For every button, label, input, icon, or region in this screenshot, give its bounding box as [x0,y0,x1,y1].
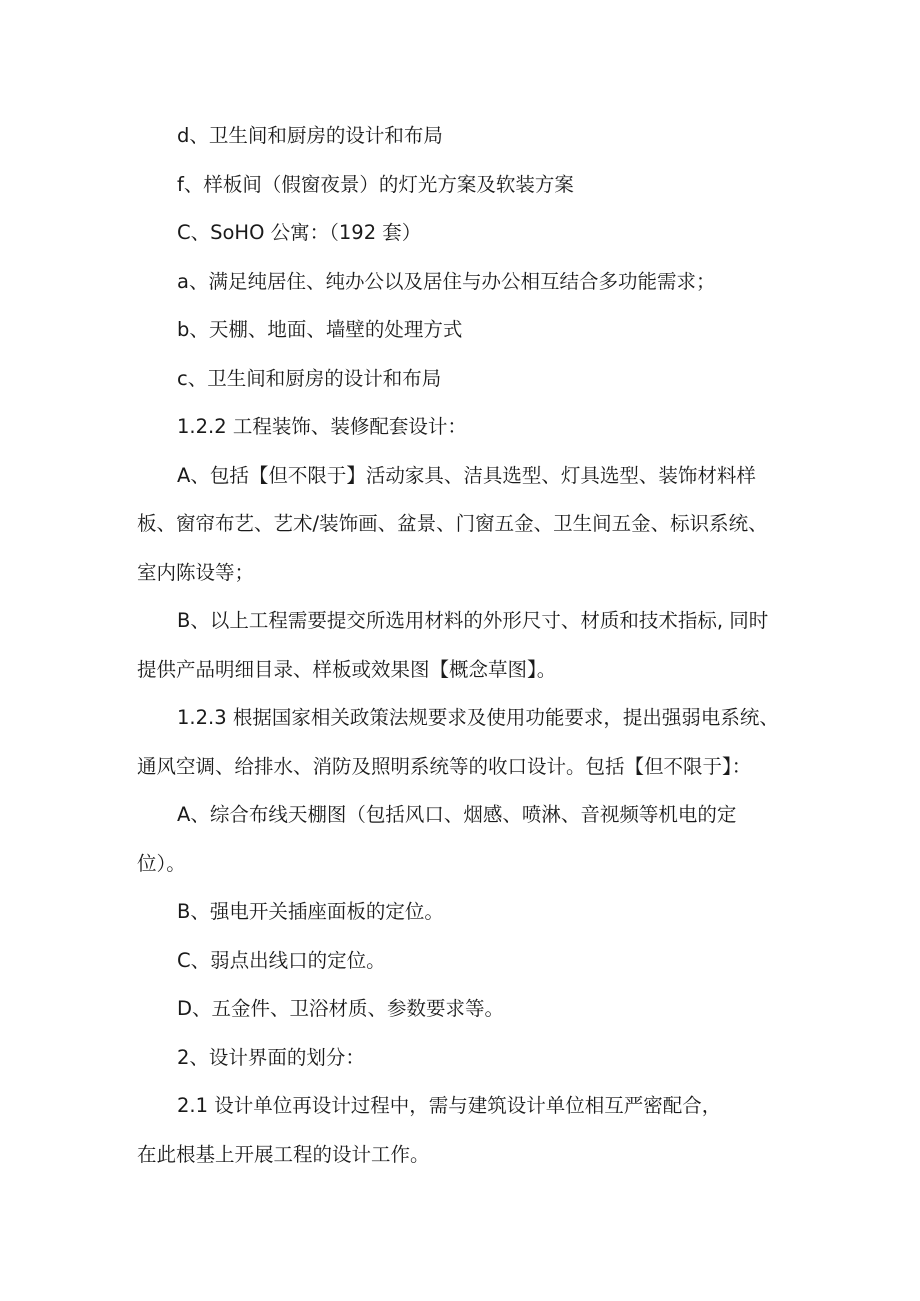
text-line: f、样板间（假窗夜景）的灯光方案及软装方案 [177,172,574,196]
text-line: b、天棚、地面、墙壁的处理方式 [177,318,463,341]
text-line: C、SoHO 公寓：（192 套） [177,221,422,244]
text-line: d、卫生间和厨房的设计和布局 [177,124,443,147]
text-line: 2.1 设计单位再设计过程中，需与建筑设计单位相互严密配合， [177,1094,722,1117]
text-line: A、综合布线天棚图（包括风口、烟感、喷淋、音视频等机电的定 [177,803,737,826]
document-body [137,112,807,1179]
text-line: 板、窗帘布艺、艺术/装饰画、盆景、门窗五金、卫生间五金、标识系统、 [137,512,768,535]
text-line: 室内陈设等； [137,560,255,584]
text-line: C、弱点出线口的定位。 [177,948,386,972]
text-line: B、强电开关插座面板的定位。 [177,900,444,923]
text-line: A、包括【但不限于】活动家具、洁具选型、灯具选型、装饰材料样 [177,463,756,487]
text-line: c、卫生间和厨房的设计和布局 [177,366,442,390]
text-line: 提供产品明细目录、样板或效果图【概念草图】。 [137,657,557,681]
text-line: 在此根基上开展工程的设计工作。 [137,1142,430,1166]
text-line: 1.2.2 工程装饰、装修配套设计： [177,415,467,438]
text-line: B、以上工程需要提交所选用材料的外形尺寸、材质和技术指标, 同时 [177,609,769,632]
text-line: 位）。 [137,851,186,875]
text-line: 2、设计界面的划分： [177,1045,365,1069]
text-line: D、五金件、卫浴材质、参数要求等。 [177,997,505,1020]
text-line: 1.2.3 根据国家相关政策法规要求及使用功能要求，提出强弱电系统、 [177,706,779,729]
text-line: a、满足纯居住、纯办公以及居住与办公相互结合多功能需求； [177,269,716,293]
text-line: 通风空调、给排水、消防及照明系统等的收口设计。包括【但不限于】： [137,754,752,778]
